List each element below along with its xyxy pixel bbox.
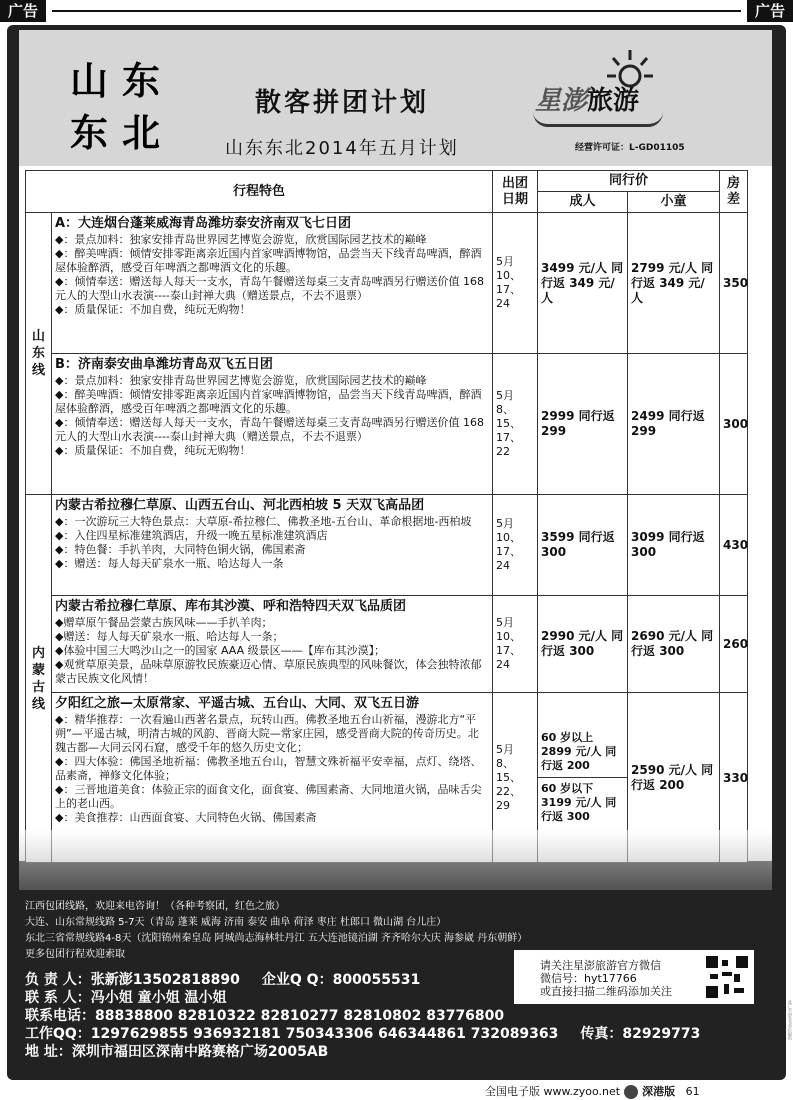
wechat-box — [514, 950, 754, 1004]
footer-address: 地 址：深圳市福田区深南中路赛格广场2005AB — [25, 1044, 329, 1060]
adult-price: 2990 元/人 同行返 300 — [538, 596, 628, 693]
edition-label: 全国电子版 www.zyoo.net — [485, 1085, 621, 1098]
adult-price: 3499 元/人 同行返 349 元/人 — [538, 213, 628, 354]
footer-line-3: 东北三省常规线路4-8天（沈阳锦州秦皇岛 阿城尚志海林牡丹江 五大连池镜泊湖 齐齐哈尔大庆 海参崴 丹东朝鲜） — [25, 933, 528, 944]
logo-text: 星澎旅游 — [535, 86, 640, 116]
footer-contact: 联 系 人：冯小姐 童小姐 温小姐 — [25, 990, 227, 1006]
tour-dates: 5月 10、17、24 — [493, 596, 538, 693]
wechat-line-2: 微信号：hyt17766 — [540, 972, 637, 985]
table-row — [26, 495, 748, 596]
wechat-line-3: 或直接扫描二维码添加关注 — [540, 985, 672, 998]
tour-title: 内蒙古希拉穆仁草原、库布其沙漠、呼和浩特四天双飞品质团 — [55, 599, 407, 614]
child-price: 2590 元/人 同行返 200 — [628, 693, 720, 863]
footer-fax: 传真：82929773 — [580, 1026, 701, 1042]
company-logo — [525, 42, 715, 140]
top-rule — [52, 10, 741, 12]
footer-line-2: 大连、山东常规线路 5-7天（青岛 蓬莱 威海 济南 泰安 曲阜 荷泽 枣庄 杜郎口 微山湖 台儿庄） — [25, 917, 447, 928]
ad-label-left: 广告 — [0, 0, 46, 22]
zyoo-logo-icon — [624, 1085, 638, 1099]
itinerary-table — [25, 170, 748, 863]
tour-line: ◆：一次游玩三大特色景点：大草原-希拉穆仁、佛教圣地-五台山、革命根据地-西柏坡 — [55, 515, 472, 528]
child-price: 2799 元/人 同行返 349 元/人 — [628, 213, 720, 354]
tour-line: ◆：景点加料：独家安排青岛世界园艺博览会游览，欣赏国际园艺技术的巅峰 — [55, 233, 427, 246]
header-adult: 成人 — [538, 192, 628, 213]
region-edition: 深港版 — [642, 1085, 676, 1098]
tour-line: ◆：醉美啤酒：倾情安排零距离亲近国内首家啤酒博物馆，品尝当天下线青岛啤酒，醉酒屋体验醉酒，感受百年啤酒之都啤酒文化的乐趣。 — [55, 388, 482, 415]
tour-line: ◆：精华推荐：一次看遍山西著名景点，玩转山西。佛教圣地五台山祈福，漫游北方“平朔”—平遥古城，明清古城的风韵、晋商大院—常家庄园，感受晋商大院的传奇历史。北魏古都—大同云冈石窟，感受千年的悠久历史文化； — [55, 713, 479, 754]
header-features: 行程特色 — [26, 171, 493, 213]
page-footer — [0, 1080, 793, 1100]
ad-label-right: 广告 — [747, 0, 793, 22]
tour-dates: 5月 8、15、22、29 — [493, 693, 538, 863]
license-number: 经营许可证：L-GD01105 — [575, 143, 685, 153]
wechat-line-1: 请关注星澎旅游官方微信 — [540, 959, 661, 972]
landscape-backdrop — [19, 830, 772, 890]
header-child: 小童 — [628, 192, 720, 213]
tour-line: ◆：入住四星标准建筑酒店，升级一晚五星标准建筑酒店 — [55, 529, 328, 542]
adult-price: 3599 同行返 300 — [538, 495, 628, 596]
table-row — [26, 354, 748, 495]
tour-line: ◆：倾情奉送：赠送每人每天一支水，青岛午餐赠送每桌三支青岛啤酒另行赠送价值 168 元人的大型山水表演----泰山封禅大典（赠送景点，不去不退票） — [55, 275, 484, 302]
region-neimeng: 内蒙古线 — [26, 495, 52, 863]
sub-title: 山东东北2014年五月计划 — [225, 138, 459, 159]
tour-line: ◆观赏草原美景，品味草原游牧民族豪迈心情、草原民族典型的风味餐饮，体会独特浓郁蒙古民族文化风情！ — [55, 658, 482, 685]
brand-line-1: 山东 — [70, 58, 175, 103]
tour-line: ◆体验中国三大鸣沙山之一的国家 AAA 级景区——【库布其沙漠】； — [55, 644, 386, 657]
tour-line: ◆：三晋地道美食：体验正宗的面食文化，面食宴、佛国素斋、大同地道火锅，品味舌尖上的老山西。 — [55, 783, 482, 810]
main-title: 散客拼团计划 — [255, 88, 430, 118]
room-surcharge: 300 — [720, 354, 748, 495]
tour-line: ◆：景点加料：独家安排青岛世界园艺博览会游览，欣赏国际园艺技术的巅峰 — [55, 374, 427, 387]
tour-line: ◆：美食推荐：山西面食宴、大同特色火锅、佛国素斋 — [55, 811, 317, 824]
child-price: 3099 同行返 300 — [628, 495, 720, 596]
room-surcharge: 330 — [720, 693, 748, 863]
footer-phone: 联系电话：88838800 82810322 82810277 82810802 83776800 — [25, 1008, 505, 1024]
room-surcharge: 260 — [720, 596, 748, 693]
tour-title: B：济南泰安曲阜潍坊青岛双飞五日团 — [55, 357, 273, 372]
tour-line: ◆：倾情奉送：赠送每人每天一支水，青岛午餐赠送每桌三支青岛啤酒另行赠送价值 168 元人的大型山水表演----泰山封禅大典（赠送景点，不去不退票） — [55, 416, 484, 443]
footer-line-4: 更多包团行程欢迎索取 — [25, 949, 125, 960]
tour-line: ◆：醉美啤酒：倾情安排零距离亲近国内首家啤酒博物馆，品尝当天下线青岛啤酒，醉酒屋体验醉酒，感受百年啤酒之都啤酒文化的乐趣。 — [55, 247, 482, 274]
tour-line: ◆：质量保证：不加自费，纯玩无购物！ — [55, 303, 251, 316]
brand-line-2: 东北 — [70, 110, 175, 155]
qr-code[interactable] — [704, 954, 750, 1000]
tour-dates: 5月 10、17、24 — [493, 213, 538, 354]
footer-line-1: 江西包团线路，欢迎来电咨询！（各种考察团，红色之旅） — [25, 901, 285, 912]
tour-title: A：大连烟台蓬莱威海青岛潍坊泰安济南双飞七日团 — [55, 216, 352, 231]
region-shandong: 山东线 — [26, 213, 52, 495]
child-price: 2690 元/人 同行返 300 — [628, 596, 720, 693]
header-date: 出团日期 — [493, 171, 538, 213]
tour-title: 内蒙古希拉穆仁草原、山西五台山、河北西柏坡 5 天双飞高品团 — [55, 498, 425, 513]
footer-company-qq: 企业Q Q：800055531 — [261, 972, 421, 988]
footer-work-qq: 工作QQ：1297629855 936932181 750343306 646344861 732089363 传真：82929773 — [25, 1026, 701, 1042]
table-row — [26, 596, 748, 693]
tour-dates: 5月 10、17、24 — [493, 495, 538, 596]
table-row — [26, 213, 748, 354]
tour-line: ◆：赠送：每人每天矿泉水一瓶、哈达每人一条 — [55, 557, 284, 570]
header-peer-price: 同行价 — [538, 171, 720, 192]
tour-line: ◆赠送：每人每天矿泉水一瓶、哈达每人一条； — [55, 630, 284, 643]
footer-manager: 负 责 人：张新澎13502818890 企业Q Q：800055531 — [25, 972, 421, 988]
tour-line: ◆赠草原午餐品尝蒙古族风味——手扒羊肉； — [55, 616, 273, 629]
child-price: 2499 同行返 299 — [628, 354, 720, 495]
page-number: 61 — [685, 1085, 700, 1098]
header-room: 房差 — [720, 171, 748, 213]
tour-dates: 5月 8、15、17、22 — [493, 354, 538, 495]
room-surcharge: 350 — [720, 213, 748, 354]
side-note: 此广告由发布单位提供 — [788, 1000, 793, 1040]
room-surcharge: 430 — [720, 495, 748, 596]
adult-price: 2999 同行返 299 — [538, 354, 628, 495]
adult-price-under-60: 60 岁以下 3199 元/人 同行返 300 — [538, 778, 627, 829]
tour-line: ◆：质量保证：不加自费，纯玩无购物！ — [55, 444, 251, 457]
adult-price-over-60: 60 岁以上 2899 元/人 同行返 200 — [541, 731, 617, 772]
tour-title: 夕阳红之旅—太原常家、平遥古城、五台山、大同、双飞五日游 — [55, 696, 420, 711]
tour-line: ◆：四大体验：佛国圣地祈福：佛教圣地五台山，智慧文殊祈福平安幸福，点灯、绕塔、品素斋，禅修文化体验； — [55, 755, 482, 782]
tour-line: ◆：特色餐：手扒羊肉，大同特色铜火锅，佛国素斋 — [55, 543, 306, 556]
logo-swoosh — [533, 112, 663, 127]
